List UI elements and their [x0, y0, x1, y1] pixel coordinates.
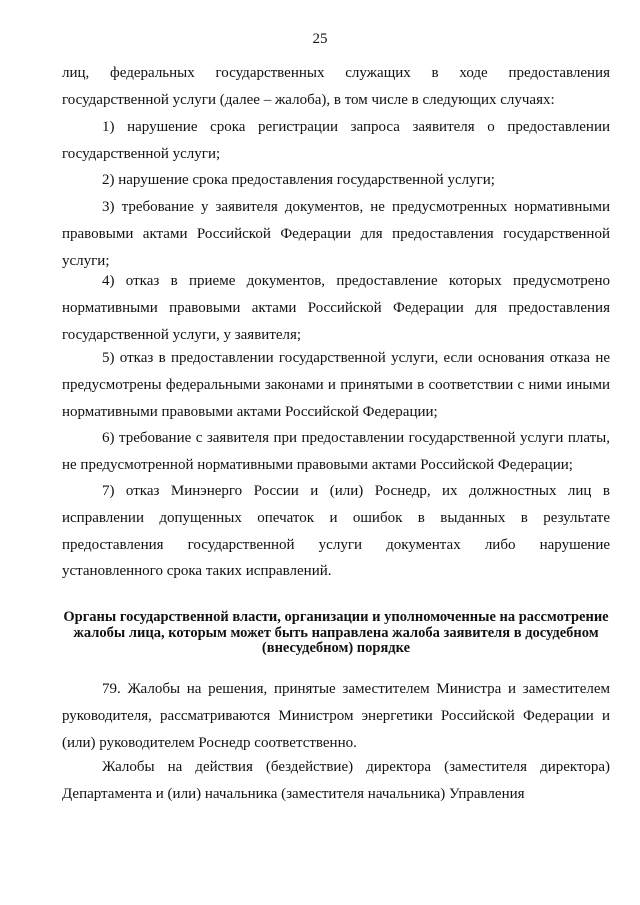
section-heading: Органы государственной власти, организации и уполномоченные на рассмотрение жалобы лица, которым может быть направлена жалоба заявителя в досудебном (внесудебном) порядке: [63, 609, 609, 656]
list-item-3: 3) требование у заявителя документов, не предусмотренных нормативными правовыми актами Российской Федерации для предоставления государственной услуги;: [62, 199, 610, 269]
paragraph-intro: лиц, федеральных государственных служащих в ходе предоставления государственной услуги (далее – жалоба), в том числе в следующих случаях:: [62, 65, 610, 108]
list-item-7: 7) отказ Минэнерго России и (или) Роснедр, их должностных лиц в исправлении допущенных опечаток и ошибок в выданных в результате предоставления государственной услуги документах либо нарушение установленного срока таких исправлений.: [62, 483, 610, 580]
paragraph-complaints: Жалобы на действия (бездействие) директора (заместителя директора) Департамента и (или) начальника (заместителя начальника) Управления: [62, 759, 610, 802]
list-item-1: 1) нарушение срока регистрации запроса заявителя о предоставлении государственной услуги;: [62, 119, 610, 162]
page-number: 25: [312, 31, 328, 47]
list-item-6: 6) требование с заявителя при предоставлении государственной услуги платы, не предусмотренной нормативными правовыми актами Российской Федерации;: [62, 430, 610, 473]
list-item-5: 5) отказ в предоставлении государственной услуги, если основания отказа не предусмотрены федеральными законами и принятыми в соответствии с ними иными нормативными правовыми актами Российской Федерации;: [62, 350, 610, 420]
list-item-2: 2) нарушение срока предоставления государственной услуги;: [102, 172, 495, 188]
paragraph-79: 79. Жалобы на решения, принятые заместителем Министра и заместителем руководителя, рассматриваются Министром энергетики Российской Федерации и (или) руководителем Роснедр соответственно.: [62, 681, 610, 751]
list-item-4: 4) отказ в приеме документов, предоставление которых предусмотрено нормативными правовыми актами Российской Федерации для предоставления государственной услуги, у заявителя;: [62, 273, 610, 343]
